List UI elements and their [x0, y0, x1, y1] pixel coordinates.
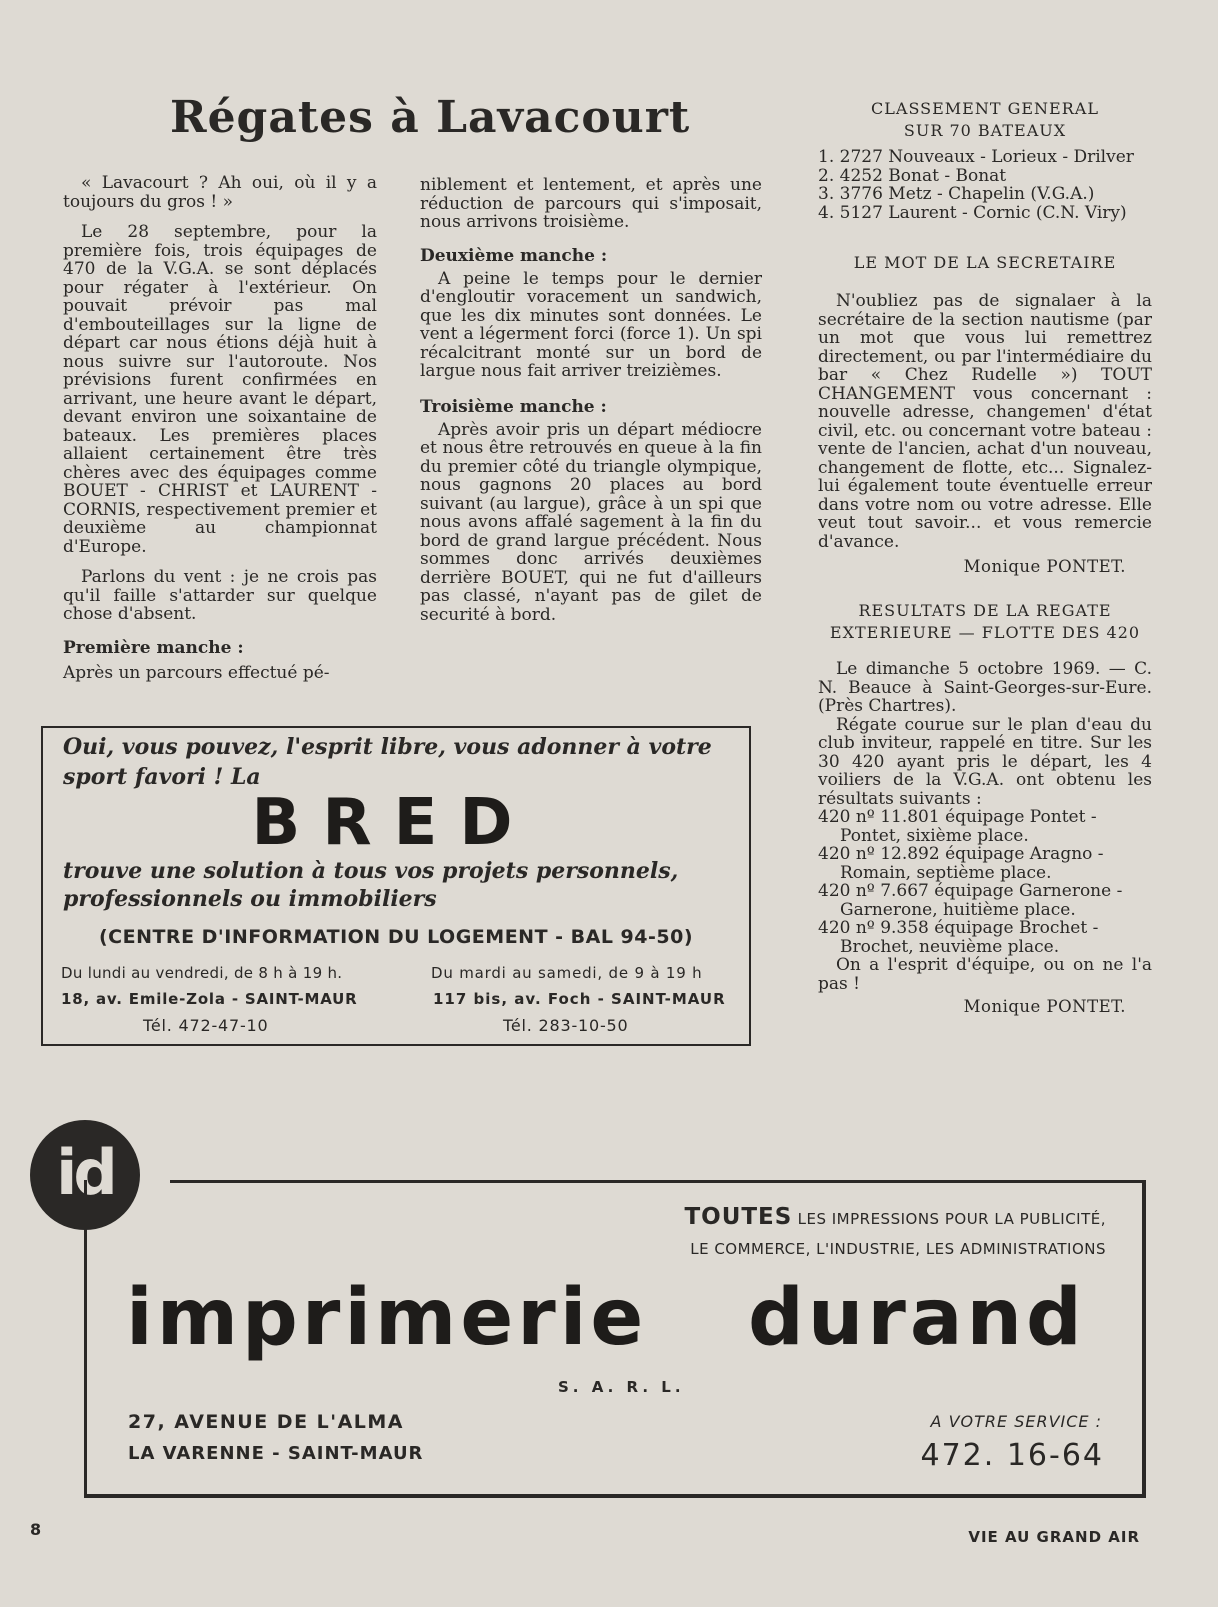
right-column	[818, 98, 1152, 1016]
durand-brand-imprimerie: imprimerie	[126, 1273, 648, 1363]
bred-left-phone: Tél. 472-47-10	[143, 1016, 269, 1035]
durand-brand-durand: durand	[748, 1273, 1086, 1363]
bred-slogan-line1: Oui, vous pouvez, l'esprit libre, vous adonner à votre	[63, 734, 712, 760]
article-column-1	[63, 174, 377, 682]
list-item: 420 nº 9.358 équipage Brochet - Brochet, neuvième place.	[818, 918, 1099, 957]
id-logo: id	[30, 1120, 140, 1230]
durand-tagline-line2: LE COMMERCE, L'INDUSTRIE, LES ADMINISTRATIONS	[690, 1240, 1106, 1258]
bred-right-address: 117 bis, av. Foch - SAINT-MAUR	[433, 990, 726, 1008]
signature: Monique PONTET.	[963, 997, 1126, 1016]
resultats-title: RESULTATS DE LA REGATE	[858, 601, 1112, 620]
secretaire-title: LE MOT DE LA SECRETAIRE	[853, 253, 1117, 272]
bred-slogan-line4: professionnels ou immobiliers	[63, 886, 437, 912]
paragraph: On a l'esprit d'équipe, ou on ne l'a pas !	[818, 955, 1152, 994]
magazine-name: VIE AU GRAND AIR	[968, 1528, 1140, 1546]
durand-frame-left	[84, 1180, 87, 1494]
bred-advertisement	[41, 726, 751, 1046]
durand-frame-top	[170, 1180, 1142, 1183]
bred-left-address: 18, av. Emile-Zola - SAINT-MAUR	[61, 990, 358, 1008]
paragraph: Le dimanche 5 octobre 1969. — C. N. Beauce à Saint-Georges-sur-Eure. (Près Chartres).	[818, 659, 1152, 716]
durand-phone: 472. 16-64	[920, 1438, 1104, 1473]
secretaire-text: N'oubliez pas de signalaer à la secrétaire de la section nautisme (par un mot que vous lui remettrez directement, ou par l'intermédiaire du bar « Chez Rudelle ») TOUT CHANGEMENT vous concernant : nouvelle adresse, changemen' d'état civil, etc. ou concernant votre bateau : vente de l'ancien, achat d'un nouveau, changement de flotte, etc... Signalez-lui également toute éventuelle erreur dans votre nom ou votre adresse. Elle veut tout savoir... et vous remercie d'avance.	[818, 291, 1152, 552]
list-item: 420 nº 12.892 équipage Aragno - Romain, septième place.	[818, 844, 1104, 883]
intro-quote: « Lavacourt ? Ah oui, où il y a toujours du gros ! »	[63, 173, 377, 212]
bred-right-phone: Tél. 283-10-50	[503, 1016, 629, 1035]
paragraph: Après un parcours effectué pé-	[63, 662, 330, 683]
paragraph: niblement et lentement, et après une réduction de parcours qui s'imposait, nous arrivons troisième.	[420, 175, 762, 232]
durand-service-label: A VOTRE SERVICE :	[930, 1412, 1102, 1431]
durand-tagline-line1	[616, 1204, 1106, 1230]
signature: Monique PONTET.	[963, 557, 1126, 576]
durand-address-line2: LA VARENNE - SAINT-MAUR	[128, 1443, 424, 1464]
durand-address-line1: 27, AVENUE DE L'ALMA	[128, 1411, 405, 1433]
paragraph: Régate courue sur le plan d'eau du club inviteur, rappelé en titre. Sur les 30 420 ayant pris le départ, les 4 voiliers de la V.G.A. ont obtenu les résultats suivants :	[818, 714, 1152, 809]
bred-centre-info: (CENTRE D'INFORMATION DU LOGEMENT - BAL 94-50)	[98, 926, 694, 948]
classement-title: CLASSEMENT GENERAL	[871, 99, 1099, 118]
list-item: 4. 5127 Laurent - Cornic (C.N. Viry)	[818, 202, 1127, 223]
bred-right-hours: Du mardi au samedi, de 9 à 19 h	[431, 964, 703, 982]
durand-toutes: TOUTES	[684, 1204, 793, 1230]
durand-tagline-rest: LES IMPRESSIONS POUR LA PUBLICITÉ,	[797, 1210, 1106, 1228]
classement-list	[818, 148, 1152, 222]
bred-left-hours: Du lundi au vendredi, de 8 h à 19 h.	[61, 964, 343, 982]
paragraph: A peine le temps pour le dernier d'engloutir voracement un sandwich, que les dix minutes sont données. Le vent a légerment forci (force 1). Un spi récalcitrant monté sur un bord de largue nous fait arriver treizièmes.	[420, 268, 762, 381]
bred-logo: BRED	[251, 786, 535, 860]
list-item: 420 nº 7.667 équipage Garnerone - Garnerone, huitième place.	[818, 881, 1123, 920]
heading-premiere-manche: Première manche :	[63, 637, 244, 658]
classement-subtitle: SUR 70 BATEAUX	[903, 121, 1067, 140]
heading-deuxieme-manche: Deuxième manche :	[420, 245, 608, 266]
list-item: 2. 4252 Bonat - Bonat	[818, 165, 1007, 186]
paragraph: Parlons du vent : je ne crois pas qu'il faille s'attarder sur quelque chose d'absent.	[63, 567, 377, 624]
article-title: Régates à Lavacourt	[170, 92, 691, 143]
article-column-2	[420, 176, 762, 624]
page-number: 8	[30, 1520, 42, 1539]
paragraph: Le 28 septembre, pour la première fois, trois équipages de 470 de la V.G.A. se sont déplacés pour régater à l'extérieur. On pouvait prévoir pas mal d'embouteillages sur la ligne de départ car nous étions déjà huit à nous suivre sur l'autoroute. Nos prévisions furent confirmées en arrivant, une heure avant le départ, devant environ une soixantaine de bateaux. Les premières places allaient certainement être très chères avec des équipages comme BOUET - CHRIST et LAURENT - CORNIS, respectivement premier et deuxième au championnat d'Europe.	[63, 222, 377, 557]
resultats-subtitle: EXTERIEURE — FLOTTE DES 420	[829, 623, 1141, 642]
heading-troisieme-manche: Troisième manche :	[420, 396, 607, 417]
durand-sarl: S. A. R. L.	[558, 1378, 685, 1396]
list-item: 420 nº 11.801 équipage Pontet - Pontet, sixième place.	[818, 807, 1097, 846]
paragraph: Après avoir pris un départ médiocre et nous être retrouvés en queue à la fin du premier côté du triangle olympique, nous gagnons 20 places au bord suivant (au largue), grâce à un spi que nous avons affalé sagement à la fin du bord de grand largue précédent. Nous sommes donc arrivés deuxièmes derrière BOUET, qui ne fut d'ailleurs pas classé, n'ayant pas de gilet de securité à bord.	[420, 419, 762, 625]
list-item: 3. 3776 Metz - Chapelin (V.G.A.)	[818, 184, 1095, 204]
list-item: 1. 2727 Nouveaux - Lorieux - Drilver	[818, 147, 1134, 167]
bred-slogan-line3: trouve une solution à tous vos projets personnels,	[63, 858, 679, 884]
bred-slogan-line2: sport favori ! La	[63, 764, 261, 790]
resultats-list	[818, 808, 1152, 956]
